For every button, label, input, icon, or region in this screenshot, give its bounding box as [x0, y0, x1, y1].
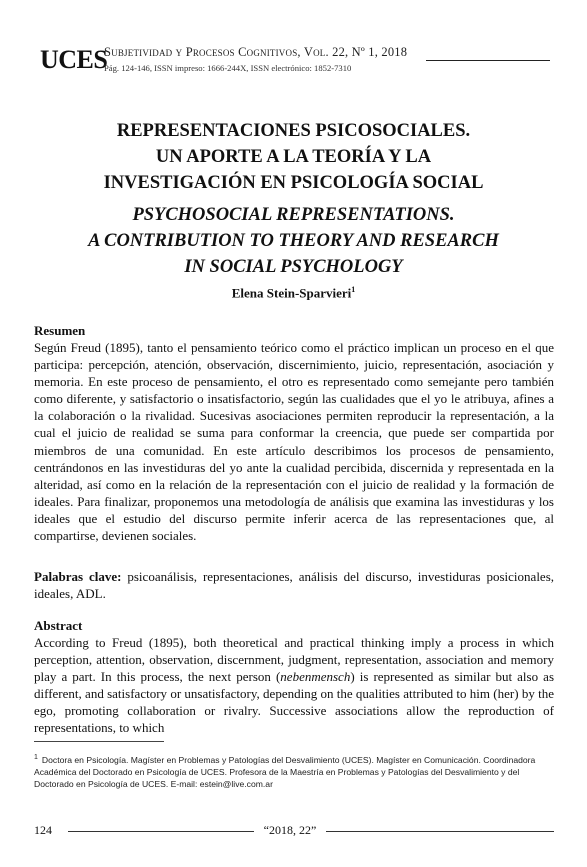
- footnote-ref[interactable]: 1: [351, 285, 356, 294]
- footnote-divider: [34, 741, 164, 742]
- resumen-section: [34, 322, 554, 544]
- footer-volume: “2018, 22”: [263, 823, 317, 837]
- abstract-heading: Abstract: [34, 618, 83, 633]
- author-name: Elena Stein-Sparvieri$^1$: [231, 285, 356, 301]
- article-titles: [30, 118, 557, 280]
- footnote-text: Doctora en Psicología. Magíster en Problemas y Patologías del Desvalimiento (UCES). Magíster en Comunicación. Coordinadora Académica del Doctorado en Psicología de UCES. Profesora de la Maestría en Problemas y Patologías del Desvalimiento y del Doctorado en Psicología de UCES. E-mail: estein@live.com.ar: [34, 754, 536, 790]
- title-english: PSYCHOSOCIAL REPRESENTATIONS. A CONTRIBUTION TO THEORY AND RESEARCH IN SOCIAL PSYCHOLOGY: [88, 205, 499, 277]
- footer-rule-right: [326, 831, 554, 832]
- keywords-text: psicoanálisis, representaciones, análisis del discurso, investiduras posicionales, ideales, ADL.: [34, 569, 555, 602]
- issn-line: Pág. 124-146, ISSN impreso: 1666-244X, ISSN electrónico: 1852-7310: [104, 63, 352, 73]
- title-spanish: REPRESENTACIONES PSICOSOCIALES. UN APORTE A LA TEORÍA Y LA INVESTIGACIÓN EN PSICOLOGÍA SOCIAL: [103, 121, 484, 193]
- header-rule: [426, 60, 550, 61]
- keywords-section: [34, 568, 554, 602]
- journal-header: [40, 44, 550, 78]
- page-footer: [34, 823, 554, 839]
- abstract-section: [34, 617, 554, 737]
- footer-rule-left: [68, 831, 254, 832]
- footnote: [34, 752, 556, 791]
- footnote-mark: 1: [34, 754, 38, 761]
- italic-term: nebenmensch: [280, 669, 351, 685]
- journal-citation: Subjetividad y Procesos Cognitivos, Vol. 22, Nº 1, 2018: [104, 45, 408, 59]
- resumen-text: Según Freud (1895), tanto el pensamiento teórico como el práctico implican un proceso en el que participa: percepción, atención, observación, discernimiento, juicio, representación, asociación y memoria. En este proceso de pensamiento, el otro es representado como semejante pero también como diferente, y satisfactorio o insatisfactorio, según las cualidades que el yo le atribuya, afines a la colaboración o la rivalidad. Sucesivas asociaciones permiten reproducir la representación, a la cual el juicio de realidad se suma para conformar la creencia, que puede ser compartida por miembros de una comunidad. En este artículo describimos los procesos de pensamiento, centrándonos en las investiduras del yo ante la cualidad percibida, discernida y representada en la alteridad, así como en la relación de la representación con el juicio de realidad y la formación de ideales. Para finalizar, proponemos una metodología de análisis que examina las investiduras y los ideales que el estudio del discurso permite inferir acerca de las representaciones que, al compartirse, devienen sociales.: [34, 340, 554, 544]
- abstract-text: According to Freud (1895), both theoretical and practical thinking imply a process in which perception, attention, observation, discernment, judgment, representation, association and memory play a part. In this process, the next person (nebenmensch) is represented as similar but also as different, and satisfactory or unsatisfactory, depending on the qualities attributed to him (her) by the ego, promoting collaboration or rivalry. Successive associations allow the reproduction of representations, to which: [34, 635, 554, 736]
- uces-logo: UCES: [40, 45, 108, 74]
- resumen-heading: Resumen: [34, 323, 86, 338]
- page-number: 124: [34, 823, 52, 837]
- keywords-label: Palabras clave:: [34, 569, 122, 584]
